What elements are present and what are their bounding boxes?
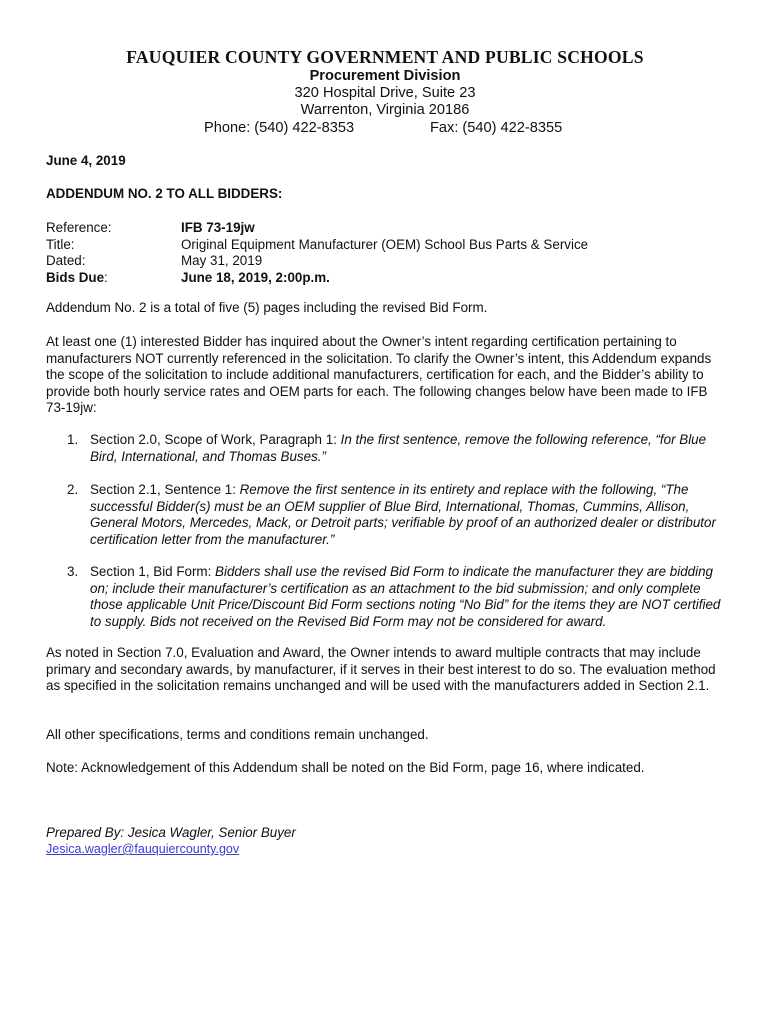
letter-date: June 4, 2019	[46, 153, 126, 168]
title-value: Original Equipment Manufacturer (OEM) School Bus Parts & Service	[181, 236, 589, 252]
unchanged-paragraph: All other specifications, terms and conditions remain unchanged.	[46, 727, 429, 742]
bids-due-label-cell	[46, 270, 181, 287]
fax-number: Fax: (540) 422-8355	[430, 119, 563, 136]
reference-table	[46, 220, 588, 286]
prepared-by: Prepared By: Jesica Wagler, Senior Buyer	[46, 825, 296, 840]
addendum-heading: ADDENDUM NO. 2 TO ALL BIDDERS:	[46, 186, 283, 201]
change-section: Section 2.0, Scope of Work, Paragraph 1:	[90, 432, 341, 447]
address-line-2: Warrenton, Virginia 20186	[300, 102, 470, 119]
reference-label: Reference:	[46, 220, 112, 235]
change-number: 2.	[67, 482, 79, 497]
change-section: Section 2.1, Sentence 1:	[90, 482, 240, 497]
acknowledgement-note: Note: Acknowledgement of this Addendum shall be noted on the Bid Form, page 16, where indicated.	[46, 760, 645, 775]
change-text: Remove the first sentence in its entirety and replace with the following, “The successful Bidder(s) must be an OEM supplier of Blue Bird, International, Thomas, Cummins, Allison, General Motors, Mercedes, Mack, or Detroit parts; verifiable by proof of an authorized dealer or distributor certification letter from the manufacturer.”	[90, 482, 716, 547]
email-line	[46, 841, 726, 858]
bids-due-label: Bids Due	[46, 269, 105, 285]
change-number: 3.	[67, 564, 79, 579]
bids-due-row	[46, 270, 588, 287]
change-body	[90, 482, 726, 548]
title-label: Title:	[46, 236, 75, 252]
address-line-1: 320 Hospital Drive, Suite 23	[294, 85, 476, 102]
change-item	[46, 564, 726, 630]
division-name: Procurement Division	[309, 68, 461, 84]
buyer-email-link[interactable]: Jesica.wagler@fauquiercounty.gov	[46, 842, 240, 856]
change-body	[90, 432, 726, 465]
change-text: Bidders shall use the revised Bid Form to indicate the manufacturer they are bidding on; include their manufacturer’s certification as an attachment to the bid submission; and only complete those applicable Unit Price/Discount Bid Form sections noting “No Bid” for the items they are NOT certified to supply. Bids not received on the Revised Bid Form may not be considered for award.	[90, 564, 721, 629]
reference-row	[46, 220, 588, 237]
change-item	[46, 432, 726, 465]
change-section: Section 1, Bid Form:	[90, 564, 216, 579]
dated-row	[46, 253, 588, 270]
evaluation-paragraph: As noted in Section 7.0, Evaluation and Award, the Owner intends to award multiple contracts that may include primary and secondary awards, by manufacturer, if it serves in their best interest to do so. The evaluation method as specified in the solicitation remains unchanged and will be used with the manufacturers added in Section 2.1.	[46, 645, 716, 694]
change-item	[46, 482, 726, 548]
change-number: 1.	[67, 432, 79, 447]
organization-name: FAUQUIER COUNTY GOVERNMENT AND PUBLIC SCHOOLS	[126, 47, 644, 67]
title-row	[46, 237, 588, 254]
phone-number: Phone: (540) 422-8353	[204, 119, 355, 136]
dated-value: May 31, 2019	[181, 253, 263, 269]
change-text: In the first sentence, remove the following reference, “for Blue Bird, International, and Thomas Buses.”	[90, 432, 707, 464]
bids-due-value: June 18, 2019, 2:00p.m.	[181, 269, 330, 285]
contact-line	[0, 120, 770, 137]
intent-paragraph: At least one (1) interested Bidder has inquired about the Owner’s intent regarding certification pertaining to manufacturers NOT currently referenced in the solicitation. To clarify the Owner’s intent, this Addendum expands the scope of the solicitation to include additional manufacturers, certification for each, and the Bidder’s ability to provide both hourly service rates and OEM parts for each. The following changes below have been made to IFB 73-19jw:	[46, 334, 712, 416]
bids-due-colon: :	[104, 269, 108, 285]
change-body	[90, 564, 726, 630]
reference-value: IFB 73-19jw	[181, 220, 255, 235]
dated-label: Dated:	[46, 253, 86, 269]
reference-block	[46, 220, 726, 286]
page-count-paragraph: Addendum No. 2 is a total of five (5) pages including the revised Bid Form.	[46, 300, 488, 315]
letterhead	[0, 46, 770, 137]
